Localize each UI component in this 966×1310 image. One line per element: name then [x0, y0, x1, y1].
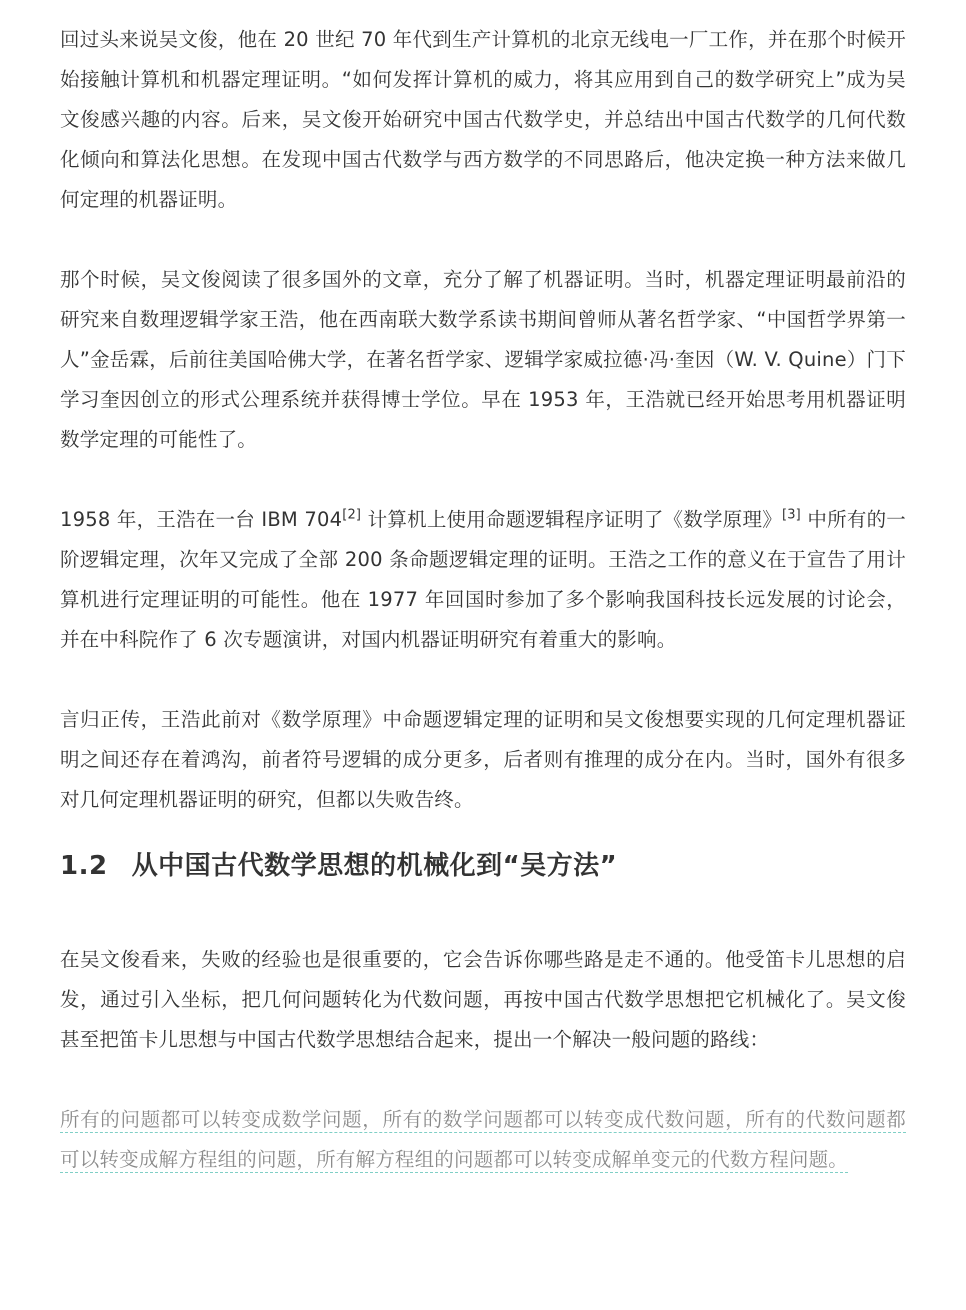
quote-text: 所有的问题都可以转变成数学问题，所有的数学问题都可以转变成代数问题，所有的代数问题都可以转变成解方程组的问题，所有解方程组的问题都可以转变成解单变元的代数方程问题。 [60, 1108, 906, 1171]
section-heading [60, 832, 906, 900]
paragraph-spacer [60, 220, 906, 260]
section-number: 1.2 [60, 851, 108, 881]
paragraph-gap-between-proofs: 言归正传，王浩此前对《数学原理》中命题逻辑定理的证明和吴文俊想要实现的几何定理机器证明之间还存在着鸿沟，前者符号逻辑的成分更多，后者则有推理的成分在内。当时，国外有很多对几何定理机器证明的研究，但都以失败告终。 [60, 708, 906, 811]
paragraph-spacer [60, 460, 906, 500]
section-title: 从中国古代数学思想的机械化到“吴方法” [131, 851, 618, 881]
paragraph-text: 中所有的一阶逻辑定理，次年又完成了全部 200 条命题逻辑定理的证明。王浩之工作的意义在于宣告了用计算机进行定理证明的可能性。他在 1977 年回国时参加了多个影响我国科技长远发展的讨论会，并在中科院作了 6 次专题演讲，对国内机器证明研究有着重大的影响。 [60, 508, 906, 651]
reference-link-3[interactable]: [3] [781, 507, 801, 523]
paragraph-ibm-704-proof [60, 500, 906, 660]
paragraph-wang-hao-intro: 那个时候，吴文俊阅读了很多国外的文章，充分了解了机器证明。当时，机器定理证明最前沿的研究来自数理逻辑学家王浩，他在西南联大数学系读书期间曾师从著名哲学家、“中国哲学界第一人”金岳霖，后前往美国哈佛大学，在著名哲学家、逻辑学家威拉德·冯·奎因（W. V. Quine）门下学习奎因创立的形式公理系统并获得博士学位。早在 1953 年，王浩就已经开始思考用机器证明数学定理的可能性了。 [60, 268, 906, 451]
highlighted-quote [60, 1100, 906, 1180]
paragraph-wu-wenjun-background: 回过头来说吴文俊，他在 20 世纪 70 年代到生产计算机的北京无线电一厂工作，并在那个时候开始接触计算机和机器定理证明。“如何发挥计算机的威力，将其应用到自己的数学研究上”成为吴文俊感兴趣的内容。后来，吴文俊开始研究中国古代数学史，并总结出中国古代数学的几何代数化倾向和算法化思想。在发现中国古代数学与西方数学的不同思路后，他决定换一种方法来做几何定理的机器证明。 [60, 28, 906, 211]
paragraph-descartes-inspiration: 在吴文俊看来，失败的经验也是很重要的，它会告诉你哪些路是走不通的。他受笛卡儿思想的启发，通过引入坐标，把几何问题转化为代数问题，再按中国古代数学思想把它机械化了。吴文俊甚至把笛卡儿思想与中国古代数学思想结合起来，提出一个解决一般问题的路线： [60, 948, 906, 1051]
paragraph-spacer [60, 900, 906, 940]
paragraph-spacer [60, 660, 906, 700]
paragraph-spacer [60, 1060, 906, 1100]
reference-link-2[interactable]: [2] [342, 507, 362, 523]
paragraph-text: 计算机上使用命题逻辑程序证明了《数学原理》 [361, 508, 782, 531]
paragraph-text: 1958 年，王浩在一台 IBM 704 [60, 508, 343, 531]
